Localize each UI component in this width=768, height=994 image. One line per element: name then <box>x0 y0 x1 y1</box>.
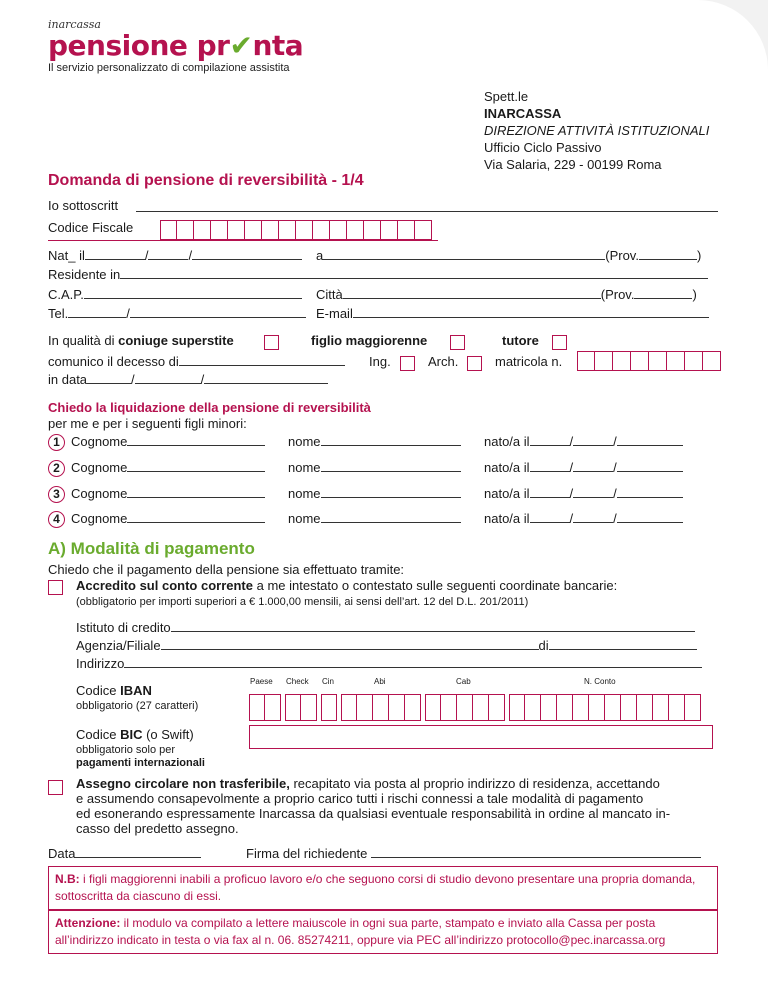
branch-row: Agenzia/Filiale di <box>76 638 697 653</box>
iban-label-conto: N. Conto <box>584 677 616 686</box>
arch-checkbox[interactable] <box>467 356 482 371</box>
iban-label-abi: Abi <box>374 677 386 686</box>
liquidation-subtitle: per me e per i seguenti figli minori: <box>48 416 247 431</box>
tutor-checkbox[interactable] <box>552 335 567 350</box>
iban-note: obbligatorio (27 caratteri) <box>76 700 199 712</box>
spouse-checkbox[interactable] <box>264 335 279 350</box>
undersigned-field[interactable] <box>136 211 718 212</box>
arch-label: Arch. <box>428 354 459 369</box>
cap-row: C.A.P. <box>48 287 302 302</box>
child-name: nome <box>288 434 461 449</box>
child-name: nome <box>288 460 461 475</box>
death-year-field[interactable] <box>204 372 328 384</box>
death-day-field[interactable] <box>87 372 131 384</box>
iban-label-cab: Cab <box>456 677 471 686</box>
city-field[interactable] <box>343 287 601 299</box>
quality-row: In qualità di coniuge superstite <box>48 333 234 348</box>
child-number: 3 <box>48 486 65 503</box>
tel-number-field[interactable] <box>130 306 306 318</box>
child-number: 1 <box>48 434 65 451</box>
bank-address-field[interactable] <box>124 656 702 668</box>
branch-city-field[interactable] <box>549 638 697 650</box>
undersigned-label: Io sottoscritt <box>48 198 119 213</box>
iban-label: Codice IBAN <box>76 683 152 698</box>
birth-place-field[interactable] <box>323 248 605 260</box>
credit-checkbox[interactable] <box>48 580 63 595</box>
iban-label-cin: Cin <box>322 677 335 686</box>
death-month-field[interactable] <box>135 372 201 384</box>
death-date-row: in data / / <box>48 372 328 387</box>
ing-checkbox[interactable] <box>400 356 415 371</box>
child-birthdate: nato/a il / / <box>484 460 683 475</box>
email-row: E-mail <box>316 306 709 321</box>
child-birthdate: nato/a il / / <box>484 486 683 501</box>
email-field[interactable] <box>353 306 709 318</box>
bic-note2: pagamenti internazionali <box>76 757 205 769</box>
bic-label: Codice BIC (o Swift) <box>76 727 194 742</box>
date-row: Data <box>48 846 201 861</box>
payment-request: Chiedo che il pagamento della pensione sia effettuato tramite: <box>48 562 405 577</box>
child-surname: Cognome <box>71 486 265 501</box>
child-number: 2 <box>48 460 65 477</box>
child-name: nome <box>288 486 461 501</box>
child-name: nome <box>288 511 461 526</box>
form-title: Domanda di pensione di reversibilità - 1/4 <box>48 172 364 189</box>
birth-place-row: a (Prov. ) <box>316 248 702 263</box>
birth-month-field[interactable] <box>148 248 188 260</box>
fiscal-code-boxes[interactable] <box>160 220 432 240</box>
iban-boxes[interactable] <box>249 694 701 721</box>
iban-label-paese: Paese <box>250 677 273 686</box>
liquidation-title: Chiedo la liquidazione della pensione di reversibilità <box>48 400 371 415</box>
ing-label: Ing. <box>369 354 391 369</box>
child-surname: Cognome <box>71 434 265 449</box>
signature-field[interactable] <box>371 846 701 858</box>
matricola-boxes[interactable] <box>577 351 721 371</box>
death-row: comunico il decesso di <box>48 354 345 369</box>
residence-row: Residente in <box>48 267 708 282</box>
check-checkbox[interactable] <box>48 780 63 795</box>
child-surname: Cognome <box>71 460 265 475</box>
bank-field[interactable] <box>171 620 695 632</box>
tel-row: Tel. / <box>48 306 306 321</box>
tel-prefix-field[interactable] <box>68 306 126 318</box>
credit-note: (obbligatorio per importi superiori a € 1.000,00 mensili, ai sensi dell’art. 12 del D.L. 201/2011) <box>76 596 529 608</box>
attention-note: Attenzione: il modulo va compilato a lettere maiuscole in ogni sua parte, stampato e inviato alla Cassa per posta all’indirizzo indicato in testa o via fax al n. 06. 85274211, oppure via PEC all’indirizzo protocollo@pec.inarcassa.org <box>48 910 718 954</box>
signature-row: Firma del richiedente <box>246 846 701 861</box>
deceased-name-field[interactable] <box>179 354 345 366</box>
child-surname: Cognome <box>71 511 265 526</box>
date-field[interactable] <box>75 846 201 858</box>
child-birthdate: nato/a il / / <box>484 511 683 526</box>
bic-field[interactable] <box>249 725 713 749</box>
matricola-label: matricola n. <box>495 354 563 369</box>
logo-check-icon: ✔ <box>229 29 253 62</box>
birth-row: Nat_ il / / <box>48 248 302 263</box>
nb-note: N.B: i figli maggiorenni inabili a proficuo lavoro e/o che seguono corsi di studio devono presentare una propria domanda, sottoscritta da ciascuno di essi. <box>48 866 718 910</box>
bank-row: Istituto di credito <box>76 620 695 635</box>
check-text: Assegno circolare non trasferibile, recapitato via posta al proprio indirizzo di residenza, accettando e assumendo consapevolmente a proprio carico tutti i rischi connessi a tale modalità di pagamento ed esonerando espressamente Inarcassa da qualsiasi eventuale responsabilità in ordine al mancato in- casso del predetto assegno. <box>76 776 671 836</box>
logo-title: pensione pr✔nta <box>48 29 304 62</box>
logo <box>48 18 303 74</box>
payment-section-title: A) Modalità di pagamento <box>48 539 255 558</box>
city-row: Città (Prov. ) <box>316 287 697 302</box>
credit-label: Accredito sul conto corrente a me intestato o contestato sulle seguenti coordinate bancarie: <box>76 578 618 593</box>
city-prov-field[interactable] <box>634 287 692 299</box>
cap-field[interactable] <box>84 287 302 299</box>
child-checkbox[interactable] <box>450 335 465 350</box>
birth-year-field[interactable] <box>192 248 302 260</box>
logo-tagline: Il servizio personalizzato di compilazione assistita <box>48 62 290 74</box>
child-birthdate: nato/a il / / <box>484 434 683 449</box>
branch-field[interactable] <box>161 638 539 650</box>
birth-day-field[interactable] <box>85 248 145 260</box>
recipient-address: Spett.le INARCASSA DIREZIONE ATTIVITÀ ISTITUZIONALI Ufficio Ciclo Passivo Via Salaria, 229 - 00199 Roma <box>484 89 710 172</box>
fiscal-code-label: Codice Fiscale <box>48 220 134 235</box>
residence-field[interactable] <box>120 267 708 279</box>
address-row: Indirizzo <box>76 656 702 671</box>
child-label: figlio maggiorenne <box>311 333 428 348</box>
bic-note1: obbligatorio solo per <box>76 744 176 756</box>
child-number: 4 <box>48 511 65 528</box>
logo-brand: inarcassa <box>48 18 101 31</box>
birth-prov-field[interactable] <box>639 248 697 260</box>
iban-label-check: Check <box>286 677 309 686</box>
tutor-label: tutore <box>502 333 539 348</box>
